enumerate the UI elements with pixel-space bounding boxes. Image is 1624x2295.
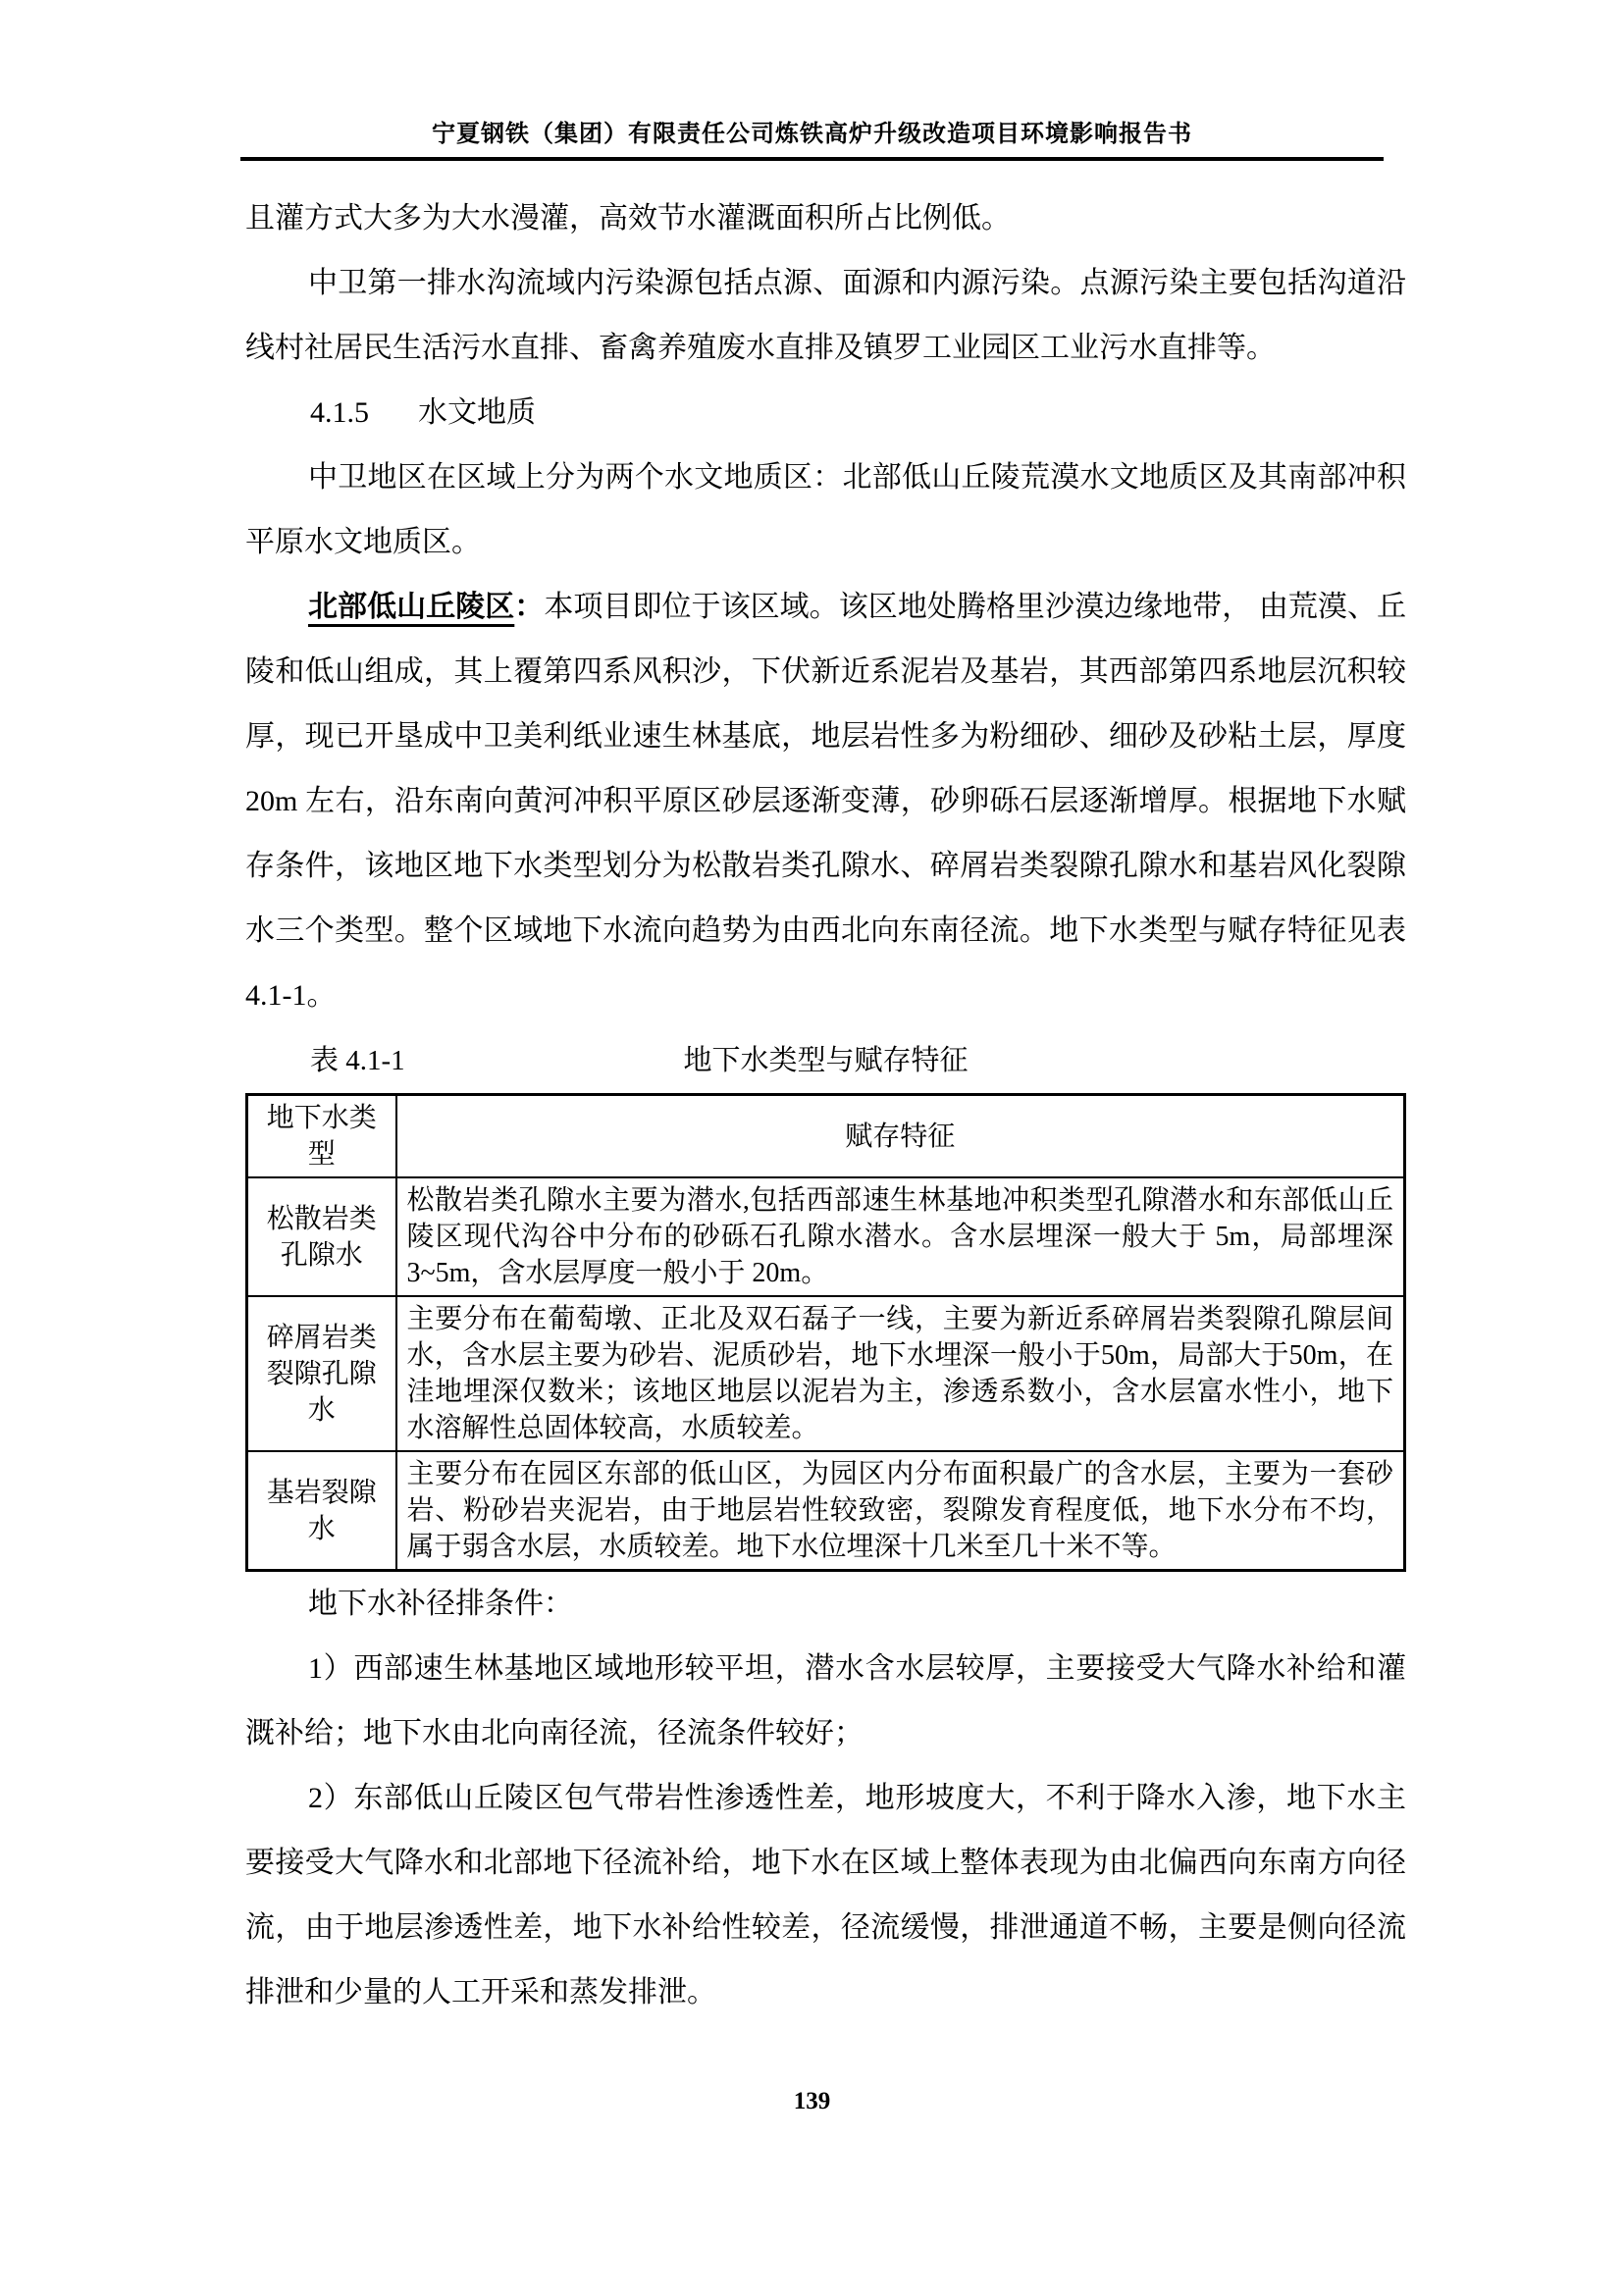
section-number: 4.1.5 — [310, 396, 369, 429]
table-caption — [245, 1028, 1406, 1093]
row-desc-bedrock-fissure: 主要分布在园区东部的低山区，为园区内分布面积最广的含水层，主要为一套砂岩、粉砂岩夹泥岩，由于地层岩性较致密，裂隙发育程度低，地下水分布不均，属于弱含水层，水质较差。地下水位埋深十几米至几十米不等。 — [396, 1451, 1405, 1571]
table-caption-label: 表 4.1-1 — [310, 1045, 405, 1076]
north-region-colon: ： — [514, 591, 545, 623]
paragraph-hydro-regions: 中卫地区在区域上分为两个水文地质区：北部低山丘陵荒漠水文地质区及其南部冲积平原水文地质区。 — [245, 461, 1406, 558]
paragraph-condition-2: 2）东部低山丘陵区包气带岩性渗透性差，地形坡度大，不利于降水入渗，地下水主要接受大气降水和北部地下径流补给，地下水在区域上整体表现为由北偏西向东南方向径流，由于地层渗透性差，地下水补给性较差，径流缓慢，排泄通道不畅，主要是侧向径流排泄和少量的人工开采和蒸发排泄。 — [245, 1782, 1406, 2008]
table-row — [247, 1296, 1405, 1451]
page-number: 139 — [793, 2088, 831, 2114]
header-divider — [240, 157, 1384, 161]
page-header — [0, 0, 1624, 161]
section-heading-4-1-5 — [245, 381, 1406, 445]
table-caption-title: 地下水类型与赋存特征 — [683, 1045, 969, 1076]
row-type-bedrock-fissure: 基岩裂隙水 — [247, 1451, 396, 1571]
row-type-loose-rock: 松散岩类孔隙水 — [247, 1177, 396, 1296]
column-header-type: 地下水类型 — [247, 1095, 396, 1178]
paragraph-pollution-sources: 中卫第一排水沟流域内污染源包括点源、面源和内源污染。点源污染主要包括沟道沿线村社居民生活污水直排、畜禽养殖废水直排及镇罗工业园区工业污水直排等。 — [245, 267, 1406, 364]
row-type-clastic-rock: 碎屑岩类裂隙孔隙水 — [247, 1296, 396, 1451]
groundwater-type-table — [245, 1093, 1406, 1572]
north-region-term: 北部低山丘陵区 — [308, 591, 515, 623]
north-region-text: 本项目即位于该区域。该区地处腾格里沙漠边缘地带， 由荒漠、丘陵和低山组成，其上覆第四系风积沙，下伏新近系泥岩及基岩，其西部第四系地层沉积较厚，现已开垦成中卫美利纸业速生林基底，地层岩性多为粉细砂、细砂及砂粘土层，厚度 20m 左右，沿东南向黄河冲积平原区砂层逐渐变薄，砂卵砾石层逐渐增厚。根据地下水赋存条件，该地区地下水类型划分为松散岩类孔隙水、碎屑岩类裂隙孔隙水和基岩风化裂隙水三个类型。整个区域地下水流向趋势为由西北向东南径流。地下水类型与赋存特征见表 4.1-1。 — [245, 591, 1407, 1012]
paragraph-north-hill-region — [245, 575, 1406, 1028]
report-header-title: 宁夏钢铁（集团）有限责任公司炼铁高炉升级改造项目环境影响报告书 — [432, 122, 1192, 147]
page-body — [245, 186, 1406, 2025]
table-row — [247, 1451, 1405, 1571]
paragraph-irrigation: 且灌方式大多为大水漫灌，高效节水灌溉面积所占比例低。 — [245, 202, 1011, 235]
row-desc-clastic-rock: 主要分布在葡萄墩、正北及双石磊子一线，主要为新近系碎屑岩类裂隙孔隙层间水，含水层主要为砂岩、泥质砂岩，地下水埋深一般小于50m，局部大于50m，在洼地埋深仅数米；该地区地层以泥岩为主，渗透系数小，含水层富水性小，地下水溶解性总固体较高，水质较差。 — [396, 1296, 1405, 1451]
paragraph-condition-1: 1）西部速生林基地区域地形较平坦，潜水含水层较厚，主要接受大气降水补给和灌溉补给；地下水由北向南径流，径流条件较好； — [245, 1652, 1406, 1749]
paragraph-recharge-conditions: 地下水补径排条件： — [308, 1588, 573, 1620]
table-row — [247, 1177, 1405, 1296]
row-desc-loose-rock: 松散岩类孔隙水主要为潜水,包括西部速生林基地冲积类型孔隙潜水和东部低山丘陵区现代沟谷中分布的砂砾石孔隙水潜水。含水层埋深一般大于 5m，局部埋深 3~5m，含水层厚度一般小于 20m。 — [396, 1177, 1405, 1296]
table-header-row — [247, 1095, 1405, 1178]
section-title: 水文地质 — [418, 396, 536, 429]
column-header-characteristics: 赋存特征 — [396, 1095, 1405, 1178]
